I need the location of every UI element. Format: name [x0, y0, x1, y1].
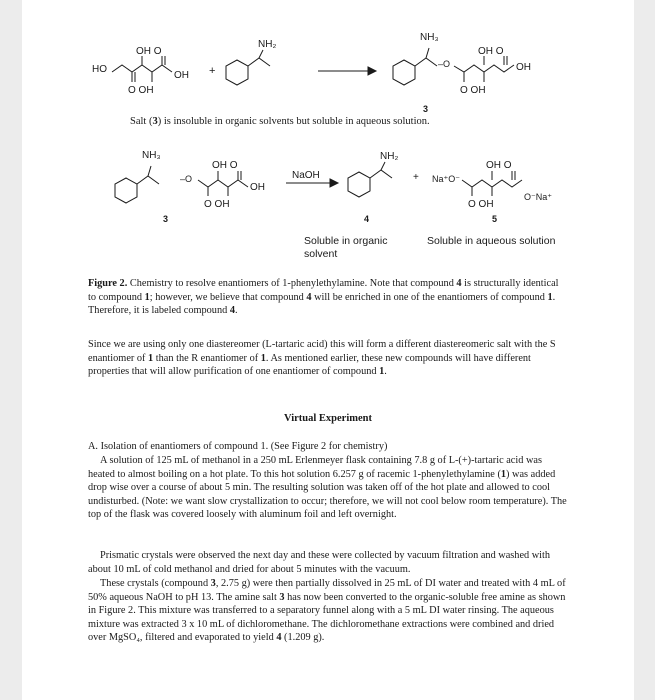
- tartaric-oho-label: OH O: [136, 46, 162, 57]
- salt2-anion-label: –O: [180, 174, 193, 184]
- dianion-ona-label: O⁻Na⁺: [524, 192, 553, 202]
- dianion-oho-label: OH O: [486, 160, 512, 171]
- salt2-oh-label: OH: [250, 182, 265, 193]
- phenylethylamine-structure: [226, 39, 276, 85]
- salt-3-structure-2: [115, 150, 265, 210]
- plus-sign-2: +: [413, 172, 419, 183]
- amine-nh2-label: NH₂: [258, 39, 277, 50]
- naoh-reagent: NaOH: [292, 170, 320, 181]
- document-page: [22, 0, 634, 700]
- compound-3-number: 3: [423, 104, 429, 114]
- note-compound-4: Soluble in organic solvent: [304, 235, 388, 260]
- salt-ooh-label: O OH: [460, 85, 486, 96]
- salt-statement: Salt (3) is insoluble in organic solvents but soluble in aqueous solution.: [130, 116, 430, 127]
- salt2-oho-label: OH O: [212, 160, 238, 171]
- plus-sign-1: +: [209, 65, 216, 77]
- salt-nh3-label: NH₃: [420, 32, 439, 43]
- salt-3-structure: [393, 32, 531, 96]
- paragraph-diastereomer: Since we are using only one diastereomer (L-tartaric acid) this will form a different diastereomeric salt with the S enantiomer of 1 than the R enantiomer of 1. As mentioned earlier, these new compounds will have different properties that will allow purification of one enantiomer of compound 1.: [88, 339, 556, 378]
- amine-4-structure: [348, 151, 398, 197]
- compound-number-3b: 3: [163, 214, 169, 224]
- paragraph-procedure-1: A solution of 125 mL of methanol in a 250 mL Erlenmeyer flask containing 7.8 g of L-(+)-tartaric acid was heated to almost boiling on a hot plate. To this hot solution 6.257 g of racemic 1-phenylethylamine (1) was added drop wise over a course of about 5 min. The resulting solution was taken off of the hot plate and allowed to cool undisturbed. (Note: we want slow crystallization to occur; therefore, we will not cool below room temperature). The top of the flask was covered loosely with aluminum foil and left overnight.: [88, 455, 567, 521]
- tartaric-acid-structure: [92, 46, 189, 96]
- tartaric-ooh-label: O OH: [128, 85, 154, 96]
- paragraph-procedure-3: These crystals (compound 3, 2.75 g) were then partially dissolved in 25 mL of DI water and treated with 4 mL of 50% aqueous NaOH to pH 13. The amine salt 3 has now been converted to the organic-soluble free amine as shown in Figure 2. This mixture was transferred to a separatory funnel along with a 5 mL DI water rinsing. The aqueous mixture was extracted 3 x 10 mL of dichloromethane. The dichloromethane extractions were combined and dried over MgSO₄, filtered and evaporated to yield 4 (1.209 g).: [88, 578, 566, 644]
- salt-oho-label: OH O: [478, 46, 504, 57]
- amine4-nh2-label: NH₂: [380, 151, 399, 162]
- compound-number-4: 4: [364, 214, 370, 224]
- salt2-ooh-label: O OH: [204, 199, 230, 210]
- tartaric-oh-label: OH: [174, 70, 189, 81]
- tartaric-ho-label: HO: [92, 64, 107, 75]
- salt-anion-label: –O: [438, 59, 451, 69]
- compound-number-5: 5: [492, 214, 498, 224]
- dianion-ooh-label: O OH: [468, 199, 494, 210]
- reaction-scheme: [22, 0, 634, 265]
- reaction-arrow-1: [318, 67, 376, 75]
- figure-caption: Figure 2. Chemistry to resolve enantiomers of 1-phenylethylamine. Note that compound 4 is structurally identical to compound 1; however, we believe that compound 4 will be enriched in one of the enantiomers of compound 1. Therefore, it is labeled compound 4.: [88, 278, 559, 317]
- salt2-nh3-label: NH₃: [142, 150, 161, 161]
- reaction-arrow-2: [286, 170, 338, 187]
- section-heading: Virtual Experiment: [284, 413, 372, 424]
- paragraph-procedure-2: Prismatic crystals were observed the next day and these were collected by vacuum filtration and washed with about 10 mL of cold methanol and dried for about 5 minutes with the vacuum.: [88, 550, 551, 575]
- note-compound-5: Soluble in aqueous solution: [427, 235, 556, 247]
- tartrate-5-structure: [432, 160, 552, 210]
- subsection-heading: A. Isolation of enantiomers of compound 1. (See Figure 2 for chemistry): [88, 441, 388, 452]
- salt-oh-label: OH: [516, 62, 531, 73]
- dianion-na-o-label: Na⁺O⁻: [432, 174, 461, 184]
